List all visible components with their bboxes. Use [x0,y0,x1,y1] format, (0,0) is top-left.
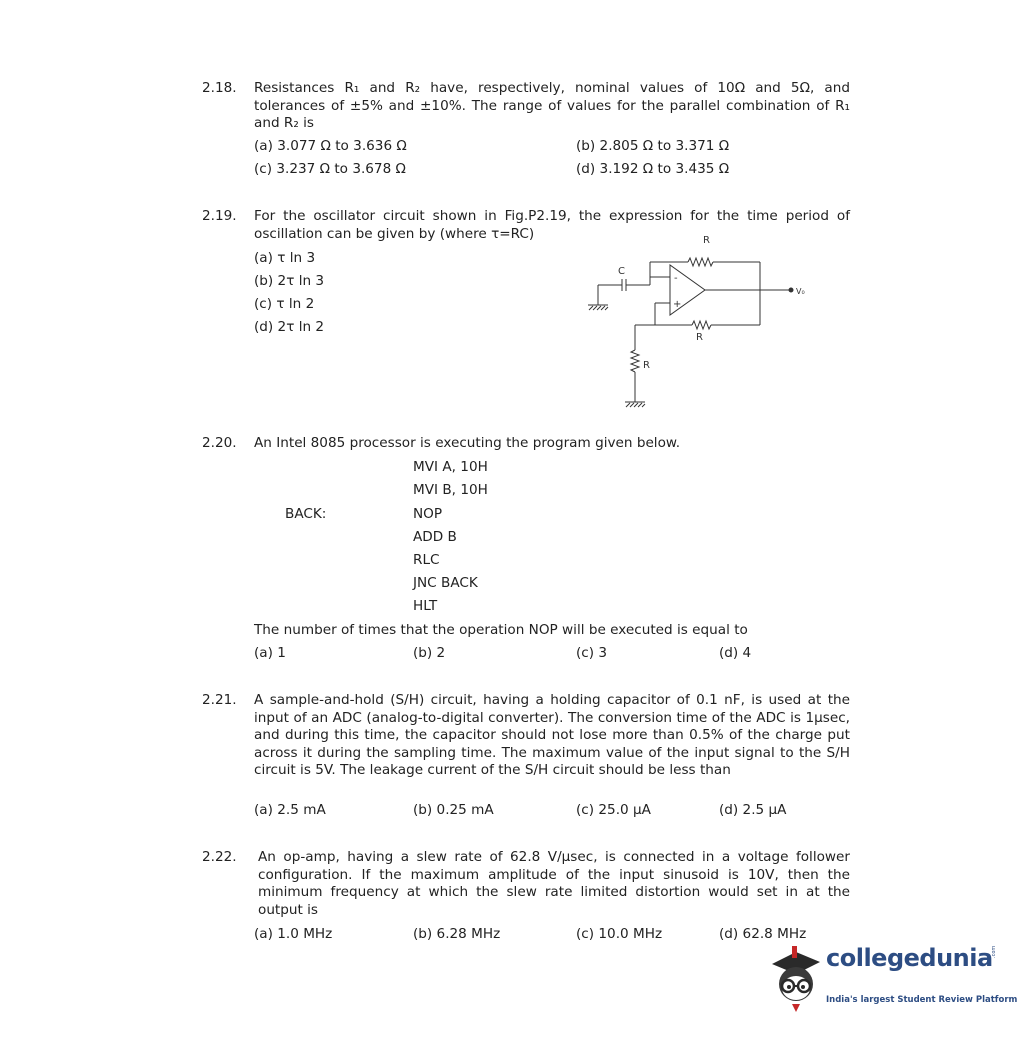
code-line: NOP [413,506,443,522]
option-d: (d) 2.5 μA [719,802,787,818]
option-a: (a) τ ln 3 [254,250,316,266]
label-minus: - [674,273,678,284]
question-number: 2.18. [202,80,237,96]
code-line: RLC [413,552,440,568]
label-r-top: R [703,235,710,246]
code-line: HLT [413,598,438,614]
option-b: (b) 0.25 mA [413,802,494,818]
option-b: (b) 2.805 Ω to 3.371 Ω [576,138,730,154]
option-c: (c) τ ln 2 [254,296,315,312]
question-text: A sample-and-hold (S/H) circuit, having a holding capacitor of 0.1 nF, is used at the input of an ADC (analog-to-digital converter). The conversion time of the ADC is 1μsec, and during this time, the capacitor should not lose more than 0.5% of the charge put across it during the sampling time. The maximum value of the input signal to the S/H circuit is 5V. The leakage current of the S/H circuit should be less than [254,692,850,778]
option-a: (a) 1.0 MHz [254,926,333,942]
option-c: (c) 10.0 MHz [576,926,663,942]
option-d: (d) 4 [719,645,752,661]
question-prompt: The number of times that the operation NOP will be executed is equal to [254,622,748,638]
label-vo: V₀ [796,287,805,296]
question-text: An Intel 8085 processor is executing the program given below. [254,435,681,451]
option-d: (d) 62.8 MHz [719,926,807,942]
label-r-mid: R [696,332,703,343]
option-b: (b) 2τ ln 3 [254,273,325,289]
code-label-back: BACK: [285,506,327,522]
oscillator-circuit-figure [580,230,810,420]
mascot-icon [768,942,824,1012]
resistor-middle [692,321,711,329]
question-number: 2.19. [202,208,237,224]
option-c: (c) 3 [576,645,608,661]
code-line: ADD B [413,529,457,545]
question-text: An op-amp, having a slew rate of 62.8 V/μsec, is connected in a voltage follower configuration. If the maximum amplitude of the input sinusoid is 10V, then the minimum frequency at which the slew rate limited distortion would set in at the output is [258,849,850,918]
question-text: For the oscillator circuit shown in Fig.P2.19, the expression for the time period of oscillation can be given by (where τ=RC) [254,208,850,242]
label-r-bottom: R [643,360,650,371]
logo-tagline: India's largest Student Review Platform [826,995,1018,1005]
logo-com-suffix: .com [991,945,997,958]
resistor-top [688,258,713,266]
code-line: MVI B, 10H [413,482,488,498]
option-b: (b) 2 [413,645,446,661]
option-c: (c) 3.237 Ω to 3.678 Ω [254,161,406,177]
option-a: (a) 3.077 Ω to 3.636 Ω [254,138,407,154]
question-number: 2.21. [202,692,237,708]
question-text: Resistances R₁ and R₂ have, respectively, nominal values of 10Ω and 5Ω, and tolerances of ±5% and ±10%. The range of values for the parallel combination of R₁ and R₂ is [254,80,850,131]
option-c: (c) 25.0 μA [576,802,651,818]
code-line: MVI A, 10H [413,459,488,475]
question-number: 2.20. [202,435,237,451]
code-line: JNC BACK [413,575,478,591]
option-b: (b) 6.28 MHz [413,926,501,942]
resistor-bottom [631,350,639,372]
question-number: 2.22. [202,849,237,865]
collegedunia-logo [768,940,1018,1015]
option-a: (a) 2.5 mA [254,802,326,818]
option-d: (d) 3.192 Ω to 3.435 Ω [576,161,730,177]
option-d: (d) 2τ ln 2 [254,319,325,335]
label-c: C [618,266,625,277]
option-a: (a) 1 [254,645,286,661]
logo-wordmark: collegedunia [826,944,993,972]
label-plus: + [673,299,682,310]
